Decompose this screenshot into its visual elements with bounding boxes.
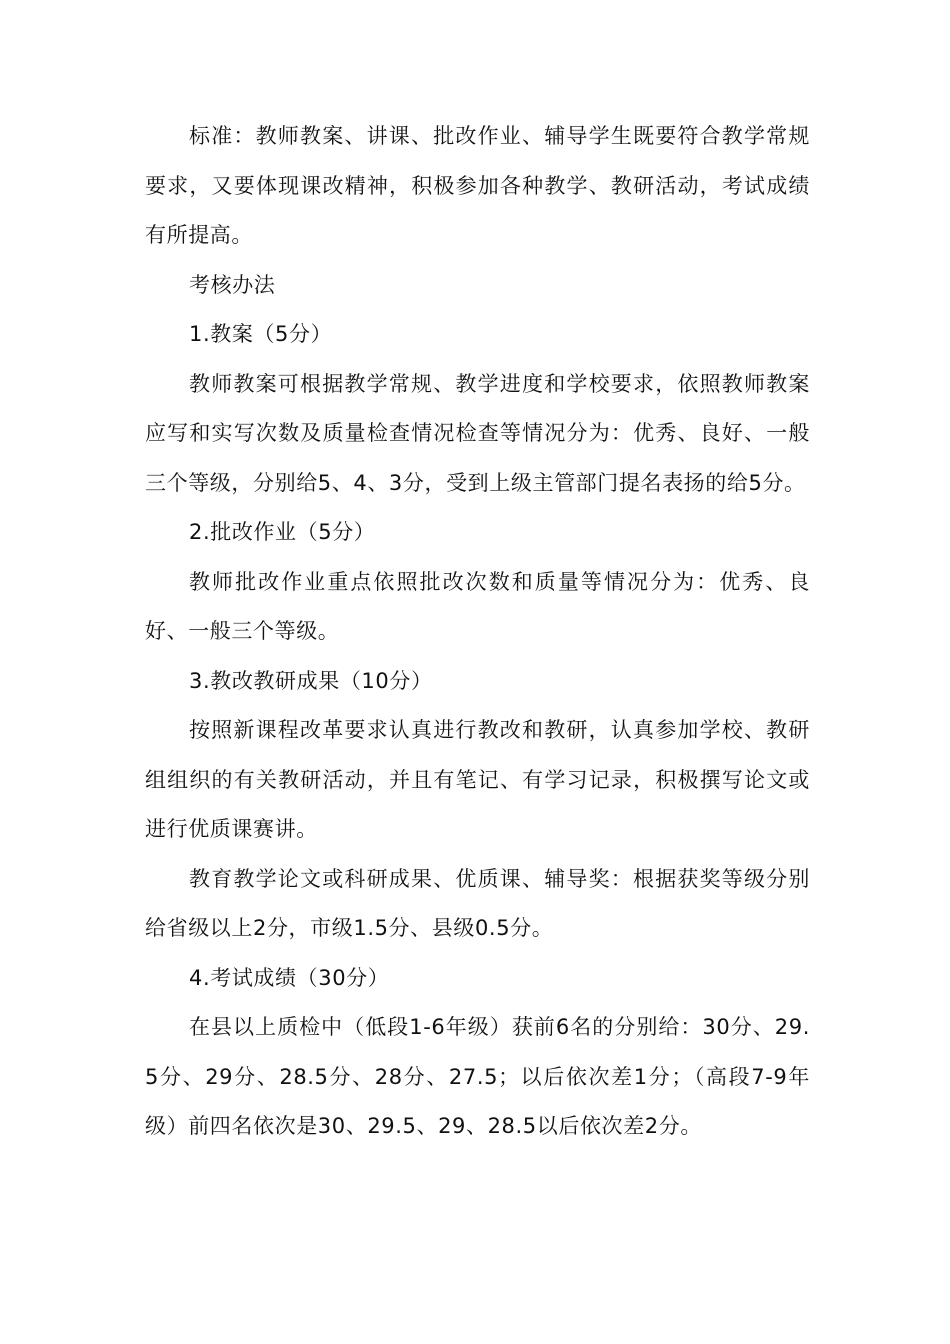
heading-homework-grading: 2.批改作业（5分） (189, 520, 376, 544)
heading-exam-results: 4.考试成绩（30分） (189, 965, 390, 990)
heading-teaching-research: 3.教改教研成果（10分） (189, 668, 433, 693)
paragraph-teaching-research: 按照新课程改革要求认真进行教改和教研，认真参加学校、教研组组织的有关教研活动，并且有笔记、有学习记录，积极撰写论文或进行优质课赛讲。 (145, 718, 810, 841)
paragraph-standard: 标准：教师教案、讲课、批改作业、辅导学生既要符合教学常规要求，又要体现课改精神，积极参加各种教学、教研活动，考试成绩有所提高。 (145, 124, 810, 247)
document-body (145, 112, 810, 1152)
heading-assessment-method: 考核办法 (189, 272, 276, 297)
paragraph-exam-results: 在县以上质检中（低段1-6年级）获前6名的分别给：30分、29.5分、29分、28.5分、28分、27.5；以后依次差1分；（高段7-9年级）前四名依次是30、29.5、29、28.5以后依次差2分。 (145, 1015, 810, 1138)
paragraph-lesson-plan: 教师教案可根据教学常规、教学进度和学校要求，依照教师教案应写和实写次数及质量检查情况检查等情况分为：优秀、良好、一般三个等级，分别给5、4、3分，受到上级主管部门提名表扬的给5分。 (145, 371, 810, 495)
paragraph-awards: 教育教学论文或科研成果、优质课、辅导奖：根据获奖等级分别给省级以上2分，市级1.5分、县级0.5分。 (145, 866, 810, 940)
paragraph-homework-grading: 教师批改作业重点依照批改次数和质量等情况分为：优秀、良好、一般三个等级。 (145, 569, 810, 643)
heading-lesson-plan: 1.教案（5分） (189, 322, 333, 346)
